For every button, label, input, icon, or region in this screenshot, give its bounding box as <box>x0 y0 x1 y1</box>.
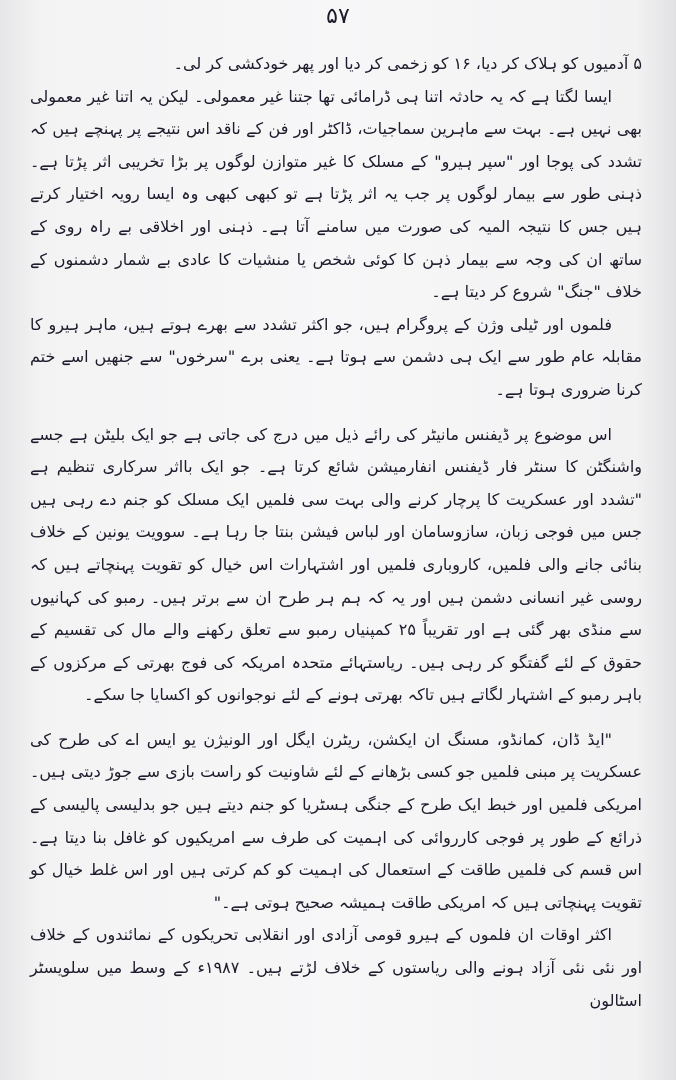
paragraph-4: اس موضوع پر ڈیفنس مانیٹر کی رائے ذیل میں درج کی جاتی ہے جو ایک بلیٹن ہے جسے واشنگٹن کا سنٹر فار ڈیفنس انفارمیشن شائع کرتا ہے۔ جو ایک بااثر سرکاری تنظیم ہے "تشدد اور عسکریت کا پرچار کرنے والی بہت سی فلمیں ایک مسلک کو جنم دے رہی ہیں جس میں فوجی زبان، سازوسامان اور لباس فیشن بنتا جا رہا ہے۔ سوویت یونین کے خلاف بنائی جانے والی فلمیں، کاروباری فلمیں اور اشتہارات اس خیال کو تقویت پہنچاتے ہیں کہ روسی غیر انسانی دشمن ہیں اور یہ کہ ہم ہر طرح ان سے برتر ہیں۔ رمبو کی کہانیوں سے منڈی بھر گئی ہے اور تقریباً ۲۵ کمپنیاں رمبو سے تعلق رکھنے والے مال کی تقسیم کے حقوق کے لئے گفتگو کر رہی ہیں۔ ریاستہائے متحدہ امریکہ کی فوج بھرتی کے مرکزوں کے باہر رمبو کے اشتہار لگاتے ہیں تاکہ بھرتی ہونے کے لئے نوجوانوں کو اکسایا جا سکے۔ <box>30 424 642 705</box>
paragraph-gap <box>30 407 642 419</box>
paragraph-gap <box>30 712 642 724</box>
page-number: ۵۷ <box>326 4 350 29</box>
page-body <box>30 48 642 1017</box>
paragraph-5: "ایڈ ڈان، کمانڈو، مسنگ ان ایکشن، ریٹرن ایگل اور الونیژن یو ایس اے کی طرح کی عسکریت پر مبنی فلمیں جو کسی بڑھانے کے لئے شاونیت کو راست بازی سے جوڑ دیتی ہیں۔ امریکی فلمیں اور خبط ایک طرح کے جنگی ہسٹریا کو جنم دیتے ہیں جو بدلیسی پالیسی کے ذرائع کے طور پر فوجی کارروائی کی اہمیت کی طرف سے امریکیوں کو غافل بنا دیتا ہے۔ اس قسم کی فلمیں طاقت کے استعمال کی اہمیت کو کم کرتی ہیں اور اس غلط خیال کو تقویت پہنچاتی ہیں کہ امریکی طاقت ہمیشہ صحیح ہوتی ہے۔" <box>30 729 642 912</box>
paragraph-1: ۵ آدمیوں کو ہلاک کر دیا، ۱۶ کو زخمی کر دیا اور پھر خودکشی کر لی۔ <box>173 54 642 73</box>
paragraph-2: ایسا لگتا ہے کہ یہ حادثہ اتنا ہی ڈرامائی تھا جتنا غیر معمولی۔ لیکن یہ اتنا غیر معمولی بھی نہیں ہے۔ بہت سے ماہرین سماجیات، ڈاکٹر اور فن کے ناقد اس نتیجے پر پہنچے ہیں کہ تشدد کی پوجا اور "سپر ہیرو" کے مسلک کا غیر متوازن لوگوں پر بڑا تخریبی اثر پڑتا ہے۔ ذہنی طور سے بیمار لوگوں پر جب یہ اثر پڑتا ہے تو کبھی کبھی وہ ایسا رویہ اختیار کرتے ہیں جس کا نتیجہ المیہ کی صورت میں سامنے آتا ہے۔ ذہنی اور اخلاقی بے راہ روی کے ساتھ ان کی وجہ سے بیمار ذہن کا کوئی شخص یا منشیات کا عادی بے شمار دشمنوں کے خلاف "جنگ" شروع کر دیتا ہے۔ <box>30 86 642 302</box>
paragraph-6: اکثر اوقات ان فلموں کے ہیرو قومی آزادی اور انقلابی تحریکوں کے نمائندوں کے خلاف اور نئی نئی آزاد ہونے والی ریاستوں کے خلاف لڑتے ہیں۔ ۱۹۸۷ء کے وسط میں سلویسٹر اسٹالون <box>30 925 643 1010</box>
paragraph-3: فلموں اور ٹیلی وژن کے پروگرام ہیں، جو اکثر تشدد سے بھرے ہوتے ہیں، ماہر ہیرو کا مقابلہ عام طور سے ایک ہی دشمن سے ہوتا ہے۔ یعنی برے "سرخوں" سے جنھیں اسے ختم کرنا ضروری ہوتا ہے۔ <box>30 314 642 399</box>
